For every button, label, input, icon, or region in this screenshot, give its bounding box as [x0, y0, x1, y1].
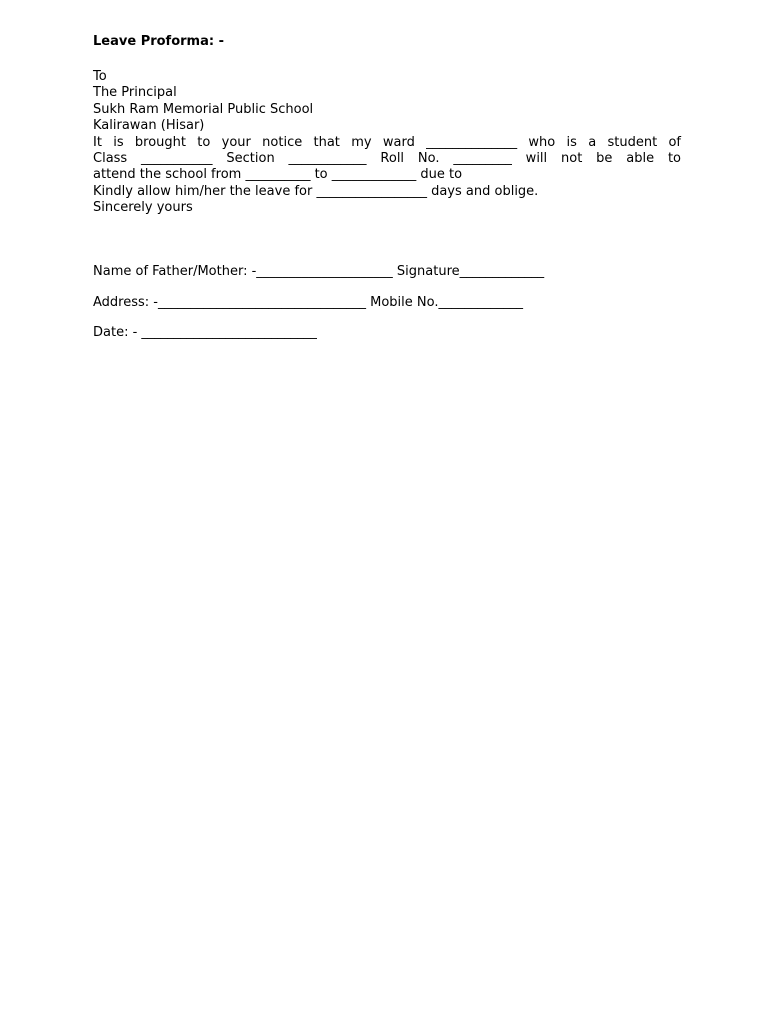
school-location: Kalirawan (Hisar) [93, 118, 205, 134]
body-line-3: attend the school from __________ to _____________ due to [93, 167, 463, 183]
spacer [93, 311, 681, 326]
leave-form [93, 34, 681, 342]
spacer [93, 280, 681, 295]
page-title: Leave Proforma: - [93, 34, 224, 49]
spacer [93, 217, 681, 264]
date-line: Date: - ___________________________ [93, 325, 317, 341]
closing: Sincerely yours [93, 200, 193, 216]
address-mobile-line: Address: -________________________________ Mobile No._____________ [93, 294, 523, 310]
body-line-4: Kindly allow him/her the leave for _________________ days and oblige. [93, 183, 539, 199]
parent-signature-line: Name of Father/Mother: -_____________________ Signature_____________ [93, 263, 545, 279]
recipient-title: The Principal [93, 85, 177, 101]
salutation-to: To [93, 69, 107, 84]
body-line-2: Class ___________ Section ____________ Roll No. _________ will not be able to [93, 151, 681, 167]
school-name: Sukh Ram Memorial Public School [93, 101, 314, 117]
spacer [93, 54, 681, 69]
body-line-1: It is brought to your notice that my ward ______________ who is a student of [93, 134, 681, 150]
